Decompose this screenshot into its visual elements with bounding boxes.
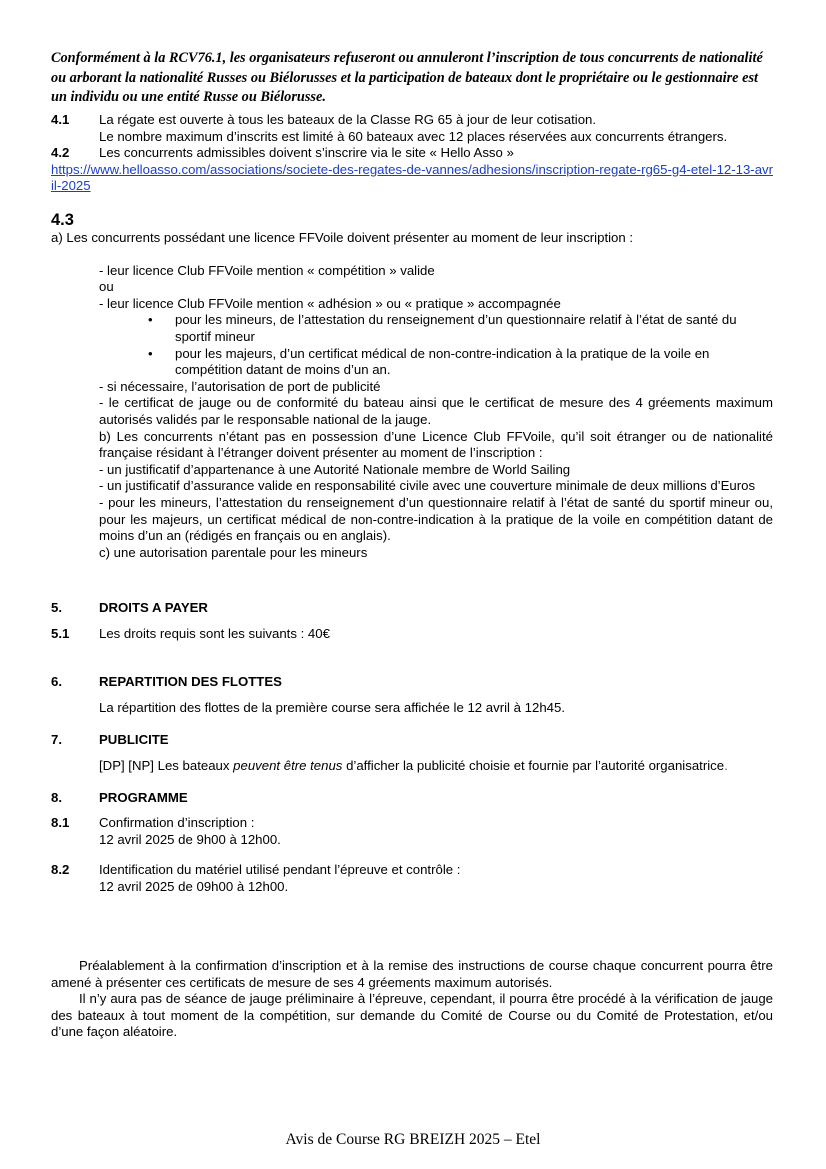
section-8-1: 8.1 Confirmation d’inscription : 12 avril 2025 de 9h00 à 12h00. [51, 815, 281, 847]
closing-paragraph: Préalablement à la confirmation d’inscription et à la remise des instructions de course chaque concurrent pourra être amené à présenter ces certificats de mesure de ses 4 gréements maximum autorisés. [51, 958, 773, 990]
list-line: ou [99, 279, 114, 295]
section-text: Les concurrents admissibles doivent s’inscrire via le site « Hello Asso » [99, 145, 514, 161]
section-7-heading: 7. PUBLICITE [51, 732, 169, 747]
page-footer: Avis de Course RG BREIZH 2025 – Etel [285, 1131, 541, 1148]
section-8-2: 8.2 Identification du matériel utilisé pendant l’épreuve et contrôle : 12 avril 2025 de 09h00 à 12h00. [51, 862, 461, 894]
section-number: 4.2 [51, 145, 70, 161]
section-8-heading: 8. PROGRAMME [51, 790, 188, 805]
section-6-heading: 6. REPARTITION DES FLOTTES [51, 674, 282, 689]
section-number: 8.2 [51, 862, 70, 877]
section-number: 8.1 [51, 815, 70, 830]
section-text: La régate est ouverte à tous les bateaux de la Classe RG 65 à jour de leur cotisation. [99, 112, 597, 127]
bullet-item: • pour les mineurs, de l’attestation du renseignement d’un questionnaire relatif à l’état de santé du sportif mineur [148, 312, 737, 344]
section-text: Les droits requis sont les suivants : 40€ [99, 626, 330, 641]
list-line: - leur licence Club FFVoile mention « adhésion » ou « pratique » accompagnée [99, 295, 561, 311]
list-line: - un justificatif d’assurance valide en responsabilité civile avec une couverture minimale de deux millions d’Euros [99, 478, 756, 494]
bullet-icon: • [148, 312, 153, 328]
section-7-text: [DP] [NP] Les bateaux peuvent être tenus d’afficher la publicité choisie et fournie par l’autorité organisatrice. [99, 758, 728, 773]
section-text: a) Les concurrents possédant une licence FFVoile doivent présenter au moment de leur inscription : [51, 230, 634, 245]
list-line: - si nécessaire, l’autorisation de port de publicité [99, 378, 381, 394]
bullet-icon: • [148, 345, 153, 361]
section-5-heading: 5. DROITS A PAYER [51, 600, 208, 615]
section-5-1 [51, 626, 773, 643]
helloasso-link[interactable]: https://www.helloasso.com/associations/societe-des-regates-de-vannes/adhesions/inscription-regate-rg65-g4-etel-12-13-avril-2025 [51, 161, 774, 194]
section-4-2 [51, 145, 773, 162]
section-text: Le nombre maximum d’inscrits est limité à 60 bateaux avec 12 places réservées aux concurrents étrangers. [99, 128, 728, 144]
section-4-1 [51, 112, 773, 195]
list-line: b) Les concurrents n’étant pas en possession d’une Licence Club FFVoile, qu’il soit étranger ou de nationalité française résidant à l’étranger doivent présenter au moment de l’inscription : [99, 428, 773, 461]
closing-paragraph: Il n’y aura pas de séance de jauge préliminaire à l’épreuve, cependant, il pourra être procédé à la vérification de jauge des bateaux à tout moment de la compétition, sur demande du Comité de Course ou du Comité de Protestation, et/ou d’une façon aléatoire. [51, 991, 773, 1040]
section-4-3 [51, 210, 773, 561]
intro-notice: Conformément à la RCV76.1, les organisateurs refuseront ou annuleront l’inscription de tous concurrents de nationalité ou arborant la nationalité Russes ou Biélorusses et la participation de bateaux dont le propriétaire ou le gestionnaire est un individu ou une entité Russe ou Biélorusse. [51, 50, 763, 106]
list-line: - le certificat de jauge ou de conformité du bateau ainsi que le certificat de mesure des 4 gréements maximum autorisés validés par le responsable national de la jauge. [99, 395, 773, 427]
document-page [51, 0, 773, 1169]
list-line: - pour les mineurs, l’attestation du renseignement d’un questionnaire relatif à l’état de santé du sportif mineur ou, pour les majeurs, un certificat médical de non-contre-indication à la pratique de la voile en compétition datant de moins d’un an (rédigés en français ou en anglais). [99, 494, 773, 544]
section-6-text: La répartition des flottes de la première course sera affichée le 12 avril à 12h45. [99, 700, 565, 715]
section-number: 5.1 [51, 626, 70, 641]
list-line: - leur licence Club FFVoile mention « compétition » valide [99, 262, 435, 278]
list-line: - un justificatif d’appartenance à une Autorité Nationale membre de World Sailing [99, 461, 571, 477]
section-heading: 4.3 [51, 211, 74, 229]
section-number: 4.1 [51, 112, 70, 127]
bullet-item: • pour les majeurs, d’un certificat médical de non-contre-indication à la pratique de la voile en compétition datant de moins d’un an. [148, 345, 710, 378]
list-line: c) une autorisation parentale pour les mineurs [99, 544, 368, 560]
